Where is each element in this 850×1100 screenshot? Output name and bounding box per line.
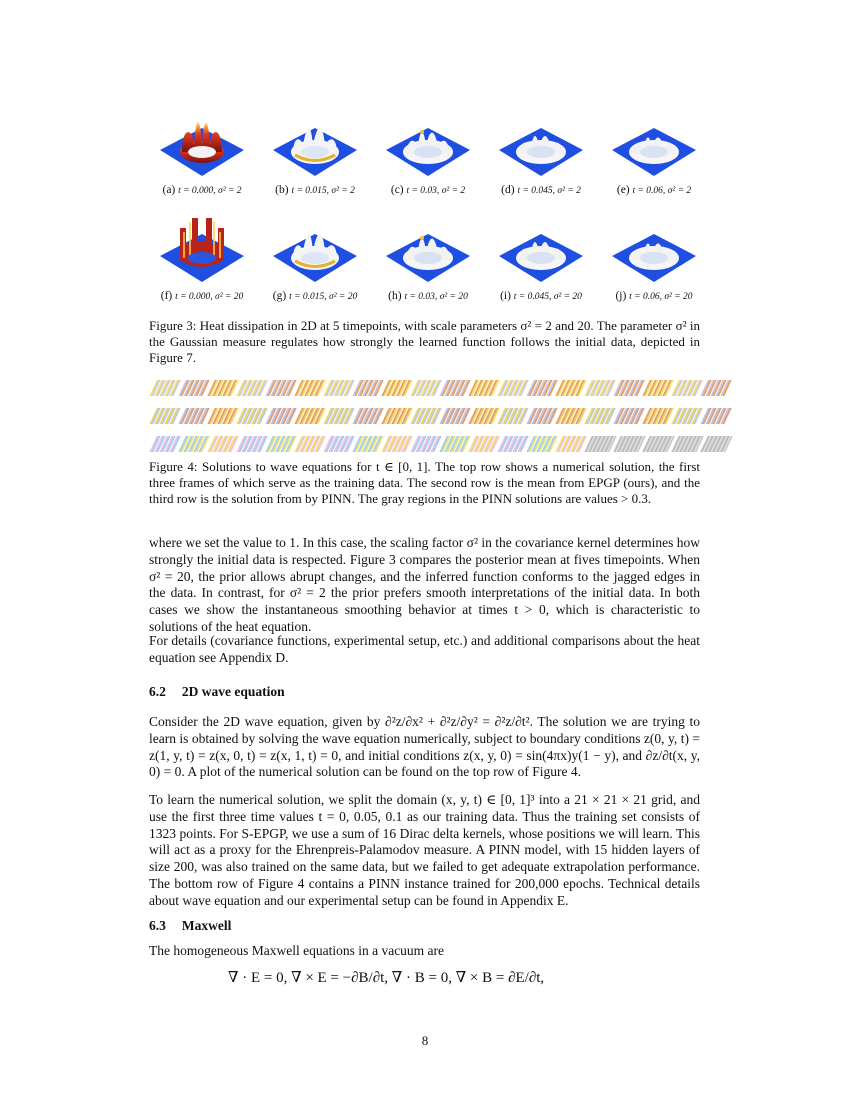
wave-frame-thumbnail [410,380,442,396]
heat-surface-plot [491,214,591,286]
section-heading-6-3: 6.3 Maxwell [149,918,232,933]
wave-frame-thumbnail [178,436,210,452]
heat-surface-plot [265,214,365,286]
subfigure-b [261,108,369,196]
wave-frame-thumbnail [352,380,384,396]
wave-frame-thumbnail [642,436,674,452]
paragraph-wave-training: To learn the numerical solution, we split the domain (x, y, t) ∈ [0, 1]³ into a 21 × 21 × 21 grid, and use the first three time values t = 0, 0.05, 0.1 as our training data. Thus the training set consists of 1323 points. For S-EPGP, we use a sum of 16 Dirac delta kernels, whose positions we will learn. This will act as a proxy for the Ehrenpreis-Palamodov measure. A PINN model, with 15 hidden layers of size 200, was also trained on the same data, but we failed to get adequate extrapolation performance. The bottom row of Figure 4 contains a PINN instance trained for 200,000 epochs. Technical details about wave equation and our experimental setup can be found in Appendix E. [149,792,700,908]
wave-frame-thumbnail [265,380,297,396]
wave-frame-thumbnail [236,380,268,396]
wave-frame-thumbnail [497,380,529,396]
caption-a: (a) t = 0.000, σ² = 2 [162,184,242,196]
page-number: 8 [421,1033,429,1048]
wave-frame-thumbnail [236,408,268,424]
subfigure-e [600,108,708,196]
wave-frame-thumbnail [555,408,587,424]
wave-frame-thumbnail [468,380,500,396]
heat-surface-plot [604,108,704,180]
wave-frame-thumbnail [642,408,674,424]
wave-frame-thumbnail [410,408,442,424]
caption-e: (e) t = 0.06, σ² = 2 [616,184,692,196]
figure4-thumbnail-grid [150,380,700,458]
wave-frame-thumbnail [294,436,326,452]
heat-surface-plot [378,214,478,286]
wave-frame-thumbnail [207,408,239,424]
wave-frame-thumbnail [294,380,326,396]
wave-frame-thumbnail [584,380,616,396]
wave-frame-thumbnail [584,436,616,452]
wave-frame-thumbnail [613,380,645,396]
wave-frame-thumbnail [526,380,558,396]
wave-frame-thumbnail [265,436,297,452]
wave-frame-thumbnail [439,408,471,424]
paragraph-heat-details: For details (covariance functions, experimental setup, etc.) and additional comparisons about the heat equation see Appendix D. [149,633,700,665]
wave-frame-thumbnail [700,408,732,424]
wave-frame-thumbnail [410,436,442,452]
wave-frame-thumbnail [294,408,326,424]
wave-frame-thumbnail [613,408,645,424]
wave-frame-thumbnail [671,380,703,396]
wave-frame-thumbnail [381,380,413,396]
wave-frame-thumbnail [352,408,384,424]
wave-frame-thumbnail [555,436,587,452]
subfigure-c [374,108,482,196]
caption-g: (g) t = 0.015, σ² = 20 [272,290,358,302]
wave-frame-thumbnail [381,436,413,452]
wave-frame-thumbnail [236,436,268,452]
section-heading-6-2: 6.2 2D wave equation [149,684,285,699]
heat-surface-plot [152,108,252,180]
wave-frame-thumbnail [352,436,384,452]
figure3-caption: Figure 3: Heat dissipation in 2D at 5 timepoints, with scale parameters σ² = 2 and 20. The parameter σ² in the Gaussian measure regulates how strongly the learned function follows the initial data, depicted in Figure 7. [149,318,700,366]
wave-frame-thumbnail [149,380,181,396]
wave-frame-thumbnail [642,380,674,396]
caption-f: (f) t = 0.000, σ² = 20 [160,290,244,302]
caption-c: (c) t = 0.03, σ² = 2 [390,184,466,196]
subfigure-j [600,214,708,302]
heat-surface-plot [265,108,365,180]
wave-frame-thumbnail [207,436,239,452]
wave-frame-thumbnail [323,380,355,396]
wave-frame-thumbnail [671,436,703,452]
wave-frame-thumbnail [468,436,500,452]
wave-frame-thumbnail [555,380,587,396]
wave-frame-thumbnail [439,436,471,452]
wave-frame-thumbnail [584,408,616,424]
caption-b: (b) t = 0.015, σ² = 2 [275,184,355,196]
wave-frame-thumbnail [613,436,645,452]
wave-frame-thumbnail [497,408,529,424]
wave-frame-thumbnail [526,436,558,452]
wave-frame-thumbnail [207,380,239,396]
heat-surface-plot [378,108,478,180]
wave-frame-thumbnail [700,436,732,452]
caption-d: (d) t = 0.045, σ² = 2 [501,184,581,196]
subfigure-a [148,108,256,196]
wave-frame-thumbnail [178,408,210,424]
paragraph-maxwell-intro: The homogeneous Maxwell equations in a vacuum are [149,943,445,958]
caption-j: (j) t = 0.06, σ² = 20 [615,290,693,302]
heat-surface-plot [604,214,704,286]
subfigure-h [374,214,482,302]
wave-frame-thumbnail [323,408,355,424]
subfigure-g [261,214,369,302]
wave-frame-thumbnail [265,408,297,424]
subfigure-f [148,214,256,302]
wave-frame-thumbnail [526,408,558,424]
wave-frame-thumbnail [149,436,181,452]
wave-frame-thumbnail [700,380,732,396]
wave-frame-thumbnail [468,408,500,424]
figure4-caption: Figure 4: Solutions to wave equations for t ∈ [0, 1]. The top row shows a numerical solution, the first three frames of which serve as the training data. The second row is the mean from EPGP (ours), and the third row is the solution from by PINN. The gray regions in the PINN solutions are values > 0.3. [149,459,700,507]
subfigure-d [487,108,595,196]
wave-frame-thumbnail [439,380,471,396]
wave-frame-thumbnail [178,380,210,396]
figure3-row2 [148,214,708,302]
paragraph-heat-discussion: where we set the value to 1. In this case, the scaling factor σ² in the covariance kernel determines how strongly the initial data is respected. Figure 3 compares the posterior mean at fives timepoints. When σ² = 20, the prior allows abrupt changes, and the inferred function conforms to the jagged edges in the data. In contrast, for σ² = 2 the prior prefers smooth interpretations of the initial data. In both cases we show the instantaneous smoothing behavior at times t > 0, which is characteristic to solutions of the heat equation. [149,535,700,634]
wave-frame-thumbnail [323,436,355,452]
figure3-row1 [148,108,708,196]
wave-frame-thumbnail [149,408,181,424]
heat-surface-plot [152,214,252,286]
caption-h: (h) t = 0.03, σ² = 20 [388,290,468,302]
wave-frame-thumbnail [381,408,413,424]
subfigure-i [487,214,595,302]
heat-surface-plot [491,108,591,180]
paragraph-wave-equation: Consider the 2D wave equation, given by ∂²z/∂x² + ∂²z/∂y² = ∂²z/∂t². The solution we are trying to learn is obtained by solving the wave equation numerically, subject to boundary conditions z(0, y, t) = z(1, y, t) = z(x, 0, t) = z(x, 1, t) = 0, and initial conditions z(x, y, 0) = sin(4πx)y(1 − y), and ∂z/∂t(x, y, 0) = 0. A plot of the numerical solution can be found on the top row of Figure 4. [149,714,700,780]
maxwell-equations: ∇ · E = 0, ∇ × E = −∂B/∂t, ∇ · B = 0, ∇ × B = ∂E/∂t, [228,970,545,986]
wave-frame-thumbnail [671,408,703,424]
caption-i: (i) t = 0.045, σ² = 20 [500,290,582,302]
wave-frame-thumbnail [497,436,529,452]
